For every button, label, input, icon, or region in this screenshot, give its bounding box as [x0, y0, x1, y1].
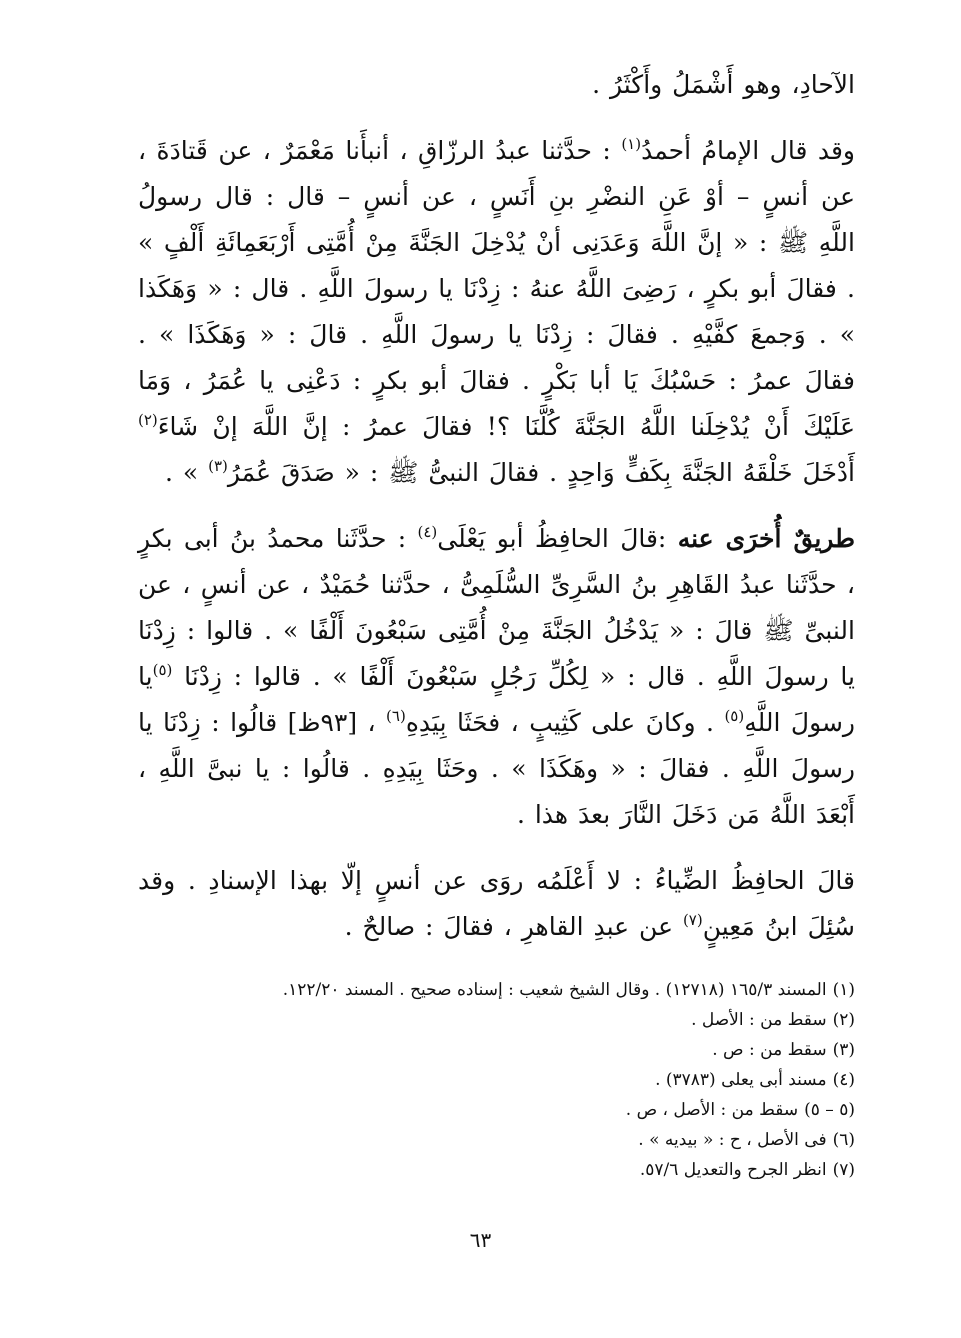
footnote-number: (٢) [832, 1010, 855, 1030]
footnote-text: انظر الجرح والتعديل ٥٧/٦. [639, 1160, 827, 1180]
continuation-text: الآحادِ، وهو أَشْمَلُ وأَكْثَرُ . [592, 70, 855, 99]
footnote-text: سقط من : الأصل . [691, 1010, 827, 1030]
footnote-item [138, 1065, 855, 1095]
paragraph-text: . وكانَ على كَثِيبٍ ، فحَثَا بِيَدِهِ [405, 708, 725, 737]
footnote-item [138, 1155, 855, 1185]
section-heading: طريقٌ أُخرَى عنه [677, 524, 855, 553]
footnote-list [138, 975, 855, 1185]
footnote-ref-6: (٦) [386, 707, 406, 725]
footnote-number: (٤) [832, 1070, 855, 1090]
footnote-item [138, 1125, 855, 1155]
footnote-ref-1: (١) [621, 135, 642, 153]
footnote-text: فى الأصل ، ح : « بيديه » . [638, 1130, 827, 1150]
footnote-number: (١) [832, 980, 855, 1000]
paragraph-text: أَدْخَلَ خَلْقَهُ الجَنَّةَ بِكَفٍّ وَاحِدٍ . فقالَ النبىُّ ﷺ : « صَدَقَ عُمَرُ [227, 458, 855, 487]
paragraph-text: » . [164, 458, 209, 487]
footnote-item [138, 1095, 855, 1125]
footnotes [138, 975, 855, 1185]
page-number: ٦٣ [469, 1228, 492, 1252]
paragraph-text: : حدَّثَنا محمدُ بنُ أبى بكرٍ ، حدَّثَنا عبدُ القَاهِرِ بنُ السَّرِىِّ السُّلَمِىُّ ، حدَّثنا حُمَيْدٌ ، عن أنسٍ ، عن النبىِّ ﷺ قالَ : « يَدْخُلُ الجَنَّةَ مِنْ أُمَّتِى سَبْعُونَ أَلْفًا » . قالوا : زِدْنَا يا رسولَ اللَّهِ . قال : « لِكُلِّ رَجُلٍ سَبْعُونَ أَلْفًا » . قالوا : زِدْنَا [138, 524, 855, 691]
paragraph-text: :قالَ الحافِظُ أبو يَعْلَى [437, 524, 678, 553]
paragraph-continuation [138, 62, 855, 108]
paragraph-text: يا رسولَ اللَّهِ [138, 662, 856, 737]
paragraph-text: قالَ الحافِظُ الضِّياءُ : لا أَعْلَمُه روَى عن أنسٍ إلّا بهذا الإسنادِ . وقد سُئِلَ ابنُ مَعِينٍ [138, 866, 855, 941]
footnote-number: (٦) [832, 1130, 855, 1150]
paragraph-text: ، [٩٣ظ] قالُوا : زِدْنَا يا رسولَ اللَّهِ . فقالَ : « وهَكَذَا » . وحَثَا بِيَدِهِ . قالُوا : يا نبىَّ اللَّهِ ، أَبْعَدَ اللَّهُ مَن دَخَلَ النَّارَ بعدَ هذا . [138, 708, 855, 829]
footnote-number: (٥ – ٥) [804, 1100, 855, 1120]
footnote-text: سقط من : الأصل ، ص . [625, 1100, 799, 1120]
footnote-text: سقط من : ص . [712, 1040, 827, 1060]
paragraph-imam-ahmad [138, 128, 855, 496]
paragraph-another-chain [138, 516, 855, 838]
footnote-ref-5-end: (٥) [724, 707, 745, 725]
footnote-ref-2: (٢) [138, 411, 158, 429]
footnote-number: (٧) [832, 1160, 855, 1180]
footnote-text: مسند أبى يعلى (٣٧٨٣) . [655, 1070, 827, 1090]
footnote-item [138, 1005, 855, 1035]
footnote-text: المسند ١٦٥/٣ (١٢٧١٨) . وقال الشيخ شعيب : إسناده صحيح . المسند ١٢٢/٢٠. [282, 980, 827, 1000]
main-text [138, 62, 855, 950]
paragraph-text: عن عبدِ القاهرِ ، فقالَ : صالحٌ . [344, 912, 683, 941]
paragraph-text: : حدَّثنا عبدُ الرزّاقِ ، أنبأَنا مَعْمَرٌ ، عن قَتادَةَ ، عن أنسٍ – أوْ عَنِ النضْرِ بنِ أَنَسٍ ، عن أنسٍ – قال : قال رسولُ اللَّهِ ﷺ : « إنَّ اللَّهَ وَعَدَنِى أنْ يُدْخِلَ الجَنَّةَ مِنْ أُمَّتِى أَرْبَعَمِائَةِ أَلْفٍ » . فقالَ أبو بكرٍ ، رَضِىَ اللَّهُ عنهُ : زِدْنَا يا رسولَ اللَّهِ . قال : « وَهَكَذا » . وَجمعَ كفَّيْهِ . فقالَ : زِدْنَا يا رسولَ اللَّهِ . قالَ : « وَهَكَذَا » . فقالَ عمرُ : حَسْبُكَ يَا أبا بَكْرٍ . فقالَ أبو بكرٍ : دَعْنِى يا عُمَرُ ، وَمَا عَلَيْكَ أَنْ يُدْخِلَنا اللَّهُ الجَنَّةَ كُلَّنَا ؟! فقالَ عمرُ : إنَّ اللَّهَ إنْ شَاءَ [138, 136, 855, 441]
footnote-number: (٣) [832, 1040, 855, 1060]
footnote-ref-7: (٧) [682, 911, 703, 929]
paragraph-diya [138, 858, 855, 950]
footnote-item [138, 975, 855, 1005]
footnote-ref-4: (٤) [417, 523, 438, 541]
paragraph-text: وقد قال الإمامُ أحمدُ [641, 136, 855, 165]
footnote-item [138, 1035, 855, 1065]
footnote-ref-5-start: (٥) [152, 661, 173, 679]
footnote-ref-3: (٣) [208, 457, 228, 475]
